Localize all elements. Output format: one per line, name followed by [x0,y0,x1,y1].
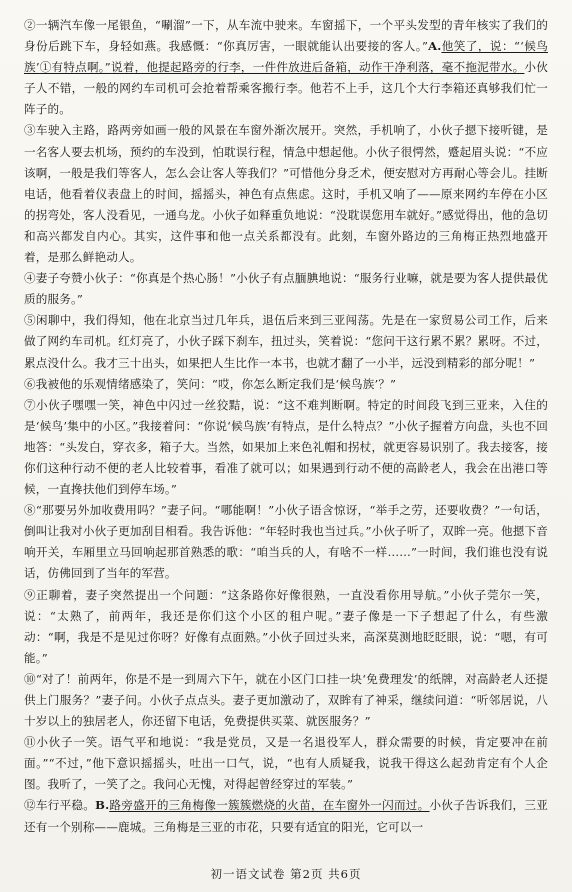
paragraph-segment: ⑤闲聊中，我们得知，他在北京当过几年兵，退伍后来到三亚闯荡。先是在一家贸易公司工作，后来做了网约车司机。红灯亮了，小伙子踩下刹车，扭过头，笑着说：“您问干这行累不累？累呀。不过，累点没什么。我才三十出头，如果把人生比作一本书，也就才翻了一小半，远没到精彩的部分呢！” [24,313,548,370]
page-footer: 初一语文试卷 第2页 共6页 [210,867,362,881]
paragraph-p7 [24,395,548,500]
paragraph-p9 [24,585,548,669]
paragraph-segment: ⑦小伙子嘿嘿一笑，神色中闪过一丝狡黠，说：“这不难判断啊。特定的时间段飞到三亚来，入住的是‘候鸟’集中的小区。”我接着问：“你说‘候鸟族’有特点，是什么特点？”小伙子握着方向盘，头也不回地答：“头发白，穿衣多，箱子大。当然，如果加上来色礼帽和拐杖，就更容易识别了。我去接客，接你们这种行动不便的老人比较着事，看准了就可以；如果遇到行动不便的高龄老人，我会在出港口等候，一直搀扶他们到停车场。” [24,397,548,497]
paragraph-segment: ④妻子夸赞小伙子：“你真是个热心肠！”小伙子有点腼腆地说：“服务行业嘛，就是要为客人提供最优质的服务。” [24,271,548,307]
paragraph-segment: 小伙子告诉我们，三亚还有一个别称——鹿城。三角梅是三亚的市花，只要有适宜的阳光，它可以一 [24,798,548,834]
paragraph-p10 [24,669,548,732]
reading-passage [24,15,548,838]
paragraph-p3 [24,120,548,268]
paragraph-segment: 有特点啊。” [51,60,111,75]
paragraph-segment: B. [95,798,110,813]
paragraph-segment: ⑫车行平稳。 [24,798,96,813]
paragraph-segment: ⑥我被他的乐观情绪感染了，笑问：“哎，你怎么断定我们是‘候鸟族’？” [24,376,397,391]
paragraph-segment: ③车驶入主路，路两旁如画一般的风景在车窗外渐次展开。突然，手机响了，小伙子摁下接听键，是一名客人要去机场，预约的车没到，怕耽误行程，情急中想起他。小伙子很愕然，蹙起眉头说：“不应该啊，一般是我们等客人，怎么会让客人等我们？”可惜他分身乏术，便安慰对方再耐心等会儿。挂断电话，他看着仪表盘上的时间，摇摇头，神色有点焦虑。这时，手机又响了——原来网约车停在小区的拐弯处，客人没看见，一通乌龙。小伙子如释重负地说：“没耽误您用车就好。”感觉得出，他的急切和高兴都发自内心。其实，这件事和他一点关系都没有。此刻，车窗外路边的三角梅正热烈地盛开着，是那么鲜艳动人。 [24,123,548,265]
paragraph-segment: ① [39,60,52,75]
paragraph-segment: ⑪小伙子一笑。语气平和地说：“我是党员，又是一名退役军人，群众需要的时候，肯定要冲在前面。”“不过，”他下意识摇摇头，吐出一口气，说，“也有人质疑我，说我干得这么起劲肯定有个人企图。我听了，一笑了之。我问心无愧，对得起曾经穿过的军装。” [24,735,548,792]
paragraph-segment: A. [428,39,442,54]
paragraph-segment: 他笑了，说：“‘候鸟族’ [24,39,548,75]
paragraph-segment: ⑨正聊着，妻子突然提出一个问题：“这条路你好像很熟，一直没看你用导航。”小伙子莞尔一笑，说：“太熟了，前两年，我还是你们这个小区的租户呢。”妻子像是一下子想起了什么，有些激动：“啊，我是不是见过你呀？好像有点面熟。”小伙子回过头来，高深莫测地眨眨眼，说：“嗯，有可能。” [24,587,548,665]
paragraph-segment: ⑩“对了！前两年，你是不是一到周六下午，就在小区门口挂一块‘免费理发’的纸牌，对高龄老人还提供上门服务？”妻子问。小伙子点点头。妻子更加激动了，双眸有了神采，继续问道：“听邻居说，八十岁以上的独居老人，你还留下电话，免费提供买菜、就医服务？” [24,671,548,729]
paragraph-segment: 小伙子人不错，一般的网约车司机可会抢着帮乘客搬行李。他若不上手，这几个大行李箱还真够我们忙一阵子的。 [24,60,548,117]
paragraph-segment: 路旁盛开的三角梅像一簇簇燃烧的火苗，在车窗外一闪而过。 [109,798,430,813]
paragraph-p12 [24,795,548,837]
paragraph-p6 [24,374,548,395]
paragraph-p8 [24,500,548,584]
paragraph-segment: ⑧“那要另外加收费用吗？”妻子问。“哪能啊！”小伙子语含惊讶，“举手之劳，还要收费？”一句话，倒叫让我对小伙子更加刮目相看。我告诉他：“年轻时我也当过兵。”小伙子听了，双眸一亮。他摁下音响开关，车厢里立马回响起那首熟悉的歌：“咱当兵的人，有啥不一样……”一时间，我们谁也没有说话，仿佛回到了当年的军营。 [24,503,548,581]
paragraph-segment: ②一辆汽车像一尾银鱼，“唰溜”一下，从车流中驶来。车窗摇下，一个平头发型的青年核实了我们的身份后跳下车，身轻如燕。我感慨：“你真厉害，一眼就能认出要接的客人。” [24,18,548,54]
paragraph-p11 [24,732,548,795]
paragraph-segment: 说着，他提起路旁的行李，一件件放进后备箱，动作干净利落，毫不拖泥带水。 [110,60,525,75]
paragraph-p2 [24,15,548,120]
paragraph-p4 [24,268,548,310]
paragraph-p5 [24,310,548,373]
